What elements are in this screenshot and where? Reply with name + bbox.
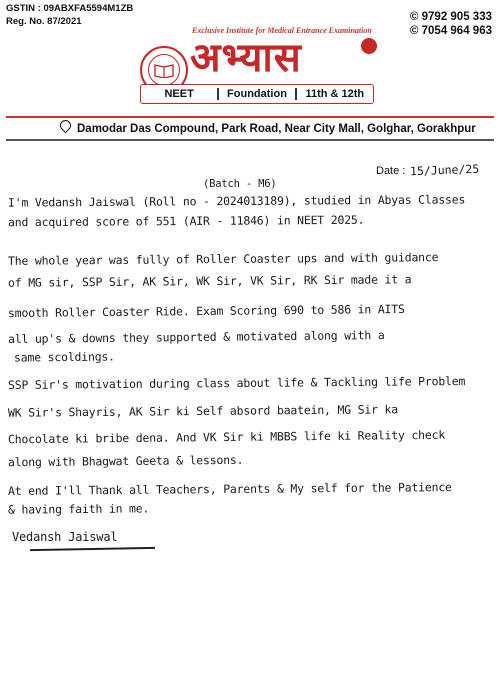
heart-icon [361, 38, 377, 54]
institute-tagline: Exclusive Institute for Medical Entrance Examination [192, 26, 372, 35]
letter-line-12: At end I'll Thank all Teachers, Parents & My self for the Patience [7, 480, 452, 498]
letter-line-8: SSP Sir's motivation during class about life & Tackling life Problem [7, 374, 466, 392]
courses-bar [140, 84, 374, 104]
letter-line-1: I'm Vedansh Jaiswal (Roll no - 2024013189), studied in Abyas Classes [7, 192, 466, 210]
letter-line-2: and acquired score of 551 (AIR - 11846) in NEET 2025. [7, 212, 365, 230]
address-text: Damodar Das Compound, Park Road, Near City Mall, Golghar, Gorakhpur [77, 123, 476, 135]
course-foundation: Foundation [227, 88, 287, 100]
signature: Vedansh Jaiswal [12, 530, 118, 544]
gstin-text: GSTIN : 09ABXFA5594M1ZB [6, 3, 134, 14]
location-pin-icon [58, 118, 74, 134]
letter-line-10: Chocolate ki bribe dena. And VK Sir ki MBBS life ki Reality check [7, 427, 446, 447]
letter-line-6: all up's & downs they supported & motivated along with a [7, 328, 385, 346]
contact-phones [410, 10, 492, 38]
letter-line-7: same scoldings. [13, 349, 115, 365]
letter-line-13: & having faith in me. [7, 501, 150, 517]
course-neet: NEET [164, 88, 194, 100]
phone-2: © 7054 964 963 [409, 25, 492, 37]
date-value: 15/June/25 [409, 161, 480, 179]
reg-no-text: Reg. No. 87/2021 [6, 16, 82, 27]
letter-line-11: along with Bhagwat Geeta & lessons. [7, 452, 244, 470]
letter-line-4: of MG sir, SSP Sir, AK Sir, WK Sir, VK Sir, RK Sir made it a [7, 272, 412, 290]
batch-note: (Batch - M6) [203, 178, 277, 190]
institute-address [60, 121, 476, 135]
header-divider-black [6, 139, 494, 141]
signature-underline [30, 547, 155, 551]
course-11-12: 11th & 12th [305, 88, 365, 100]
institute-logo [190, 34, 360, 82]
header-divider-red [6, 116, 494, 118]
registration-info [6, 2, 133, 28]
brand-name: अभ्यास [190, 35, 302, 81]
letter-line-3: The whole year was fully of Roller Coaster ups and with guidance [7, 250, 439, 268]
letter-line-5: smooth Roller Coaster Ride. Exam Scoring 690 to 586 in AITS [7, 301, 405, 321]
book-icon [154, 62, 174, 78]
date-label: Date : [376, 165, 406, 177]
phone-1: © 9792 905 333 [409, 11, 492, 23]
letter-line-9: WK Sir's Shayris, AK Sir ki Self absord baatein, MG Sir ka [7, 402, 399, 420]
